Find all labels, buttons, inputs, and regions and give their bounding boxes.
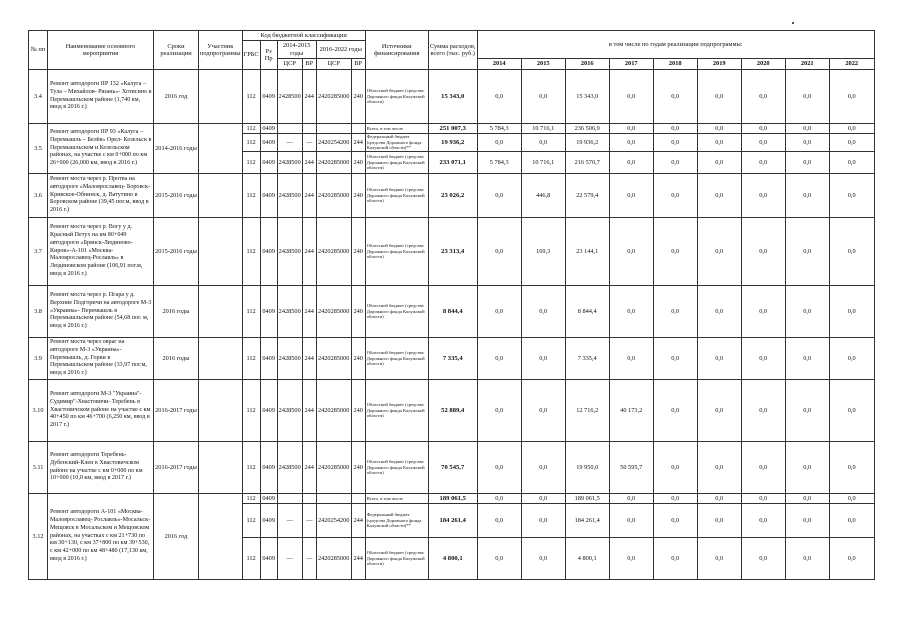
header-participants: Участник подпрограммы bbox=[199, 31, 243, 70]
financing-source: Областной бюджет (средства Дорожного фонда Калужской области) bbox=[365, 338, 428, 380]
header-sources: Источники финансирования bbox=[365, 31, 428, 70]
vr-code-2016-2022: 240 bbox=[351, 442, 365, 494]
event-term: 2014-2016 годы bbox=[154, 124, 199, 174]
csr-code-2014-2015: 2428500 bbox=[277, 70, 302, 124]
grbs-code: 112 bbox=[242, 504, 260, 538]
header-grbs: ГРБС bbox=[242, 41, 260, 70]
vr-code-2016-2022: 240 bbox=[351, 152, 365, 174]
header-year: 2018 bbox=[653, 59, 697, 70]
year-amount: 0,0 bbox=[653, 218, 697, 286]
event-name: Ремонт автодороги М-3 "Украина"-Судимир"-Хвастовичи- Теребень в Хвастовичском районе на участке с км 40+450 по км 46+700 (6,250 км, ввод в 2017 г.) bbox=[48, 380, 154, 442]
year-amount: 0,0 bbox=[477, 504, 521, 538]
year-amount: 0,0 bbox=[477, 338, 521, 380]
year-amount: 0,0 bbox=[653, 538, 697, 580]
year-amount: 0,0 bbox=[477, 174, 521, 218]
row-number: 3.9 bbox=[29, 338, 48, 380]
year-amount: 0,0 bbox=[785, 338, 829, 380]
event-name: Ремонт моста через р. Вогу у д. Красный Петух на км 80+049 автодороги «Брянск-Людиново- Киров»-А-101 «Москва- Малоярославец-Рославль» в Людиновском районе (106,91 пог.м, ввод в 2016 г.) bbox=[48, 218, 154, 286]
row-number: 3.10 bbox=[29, 380, 48, 442]
year-amount: 0,0 bbox=[521, 286, 565, 338]
vr-code-2016-2022: 240 bbox=[351, 380, 365, 442]
vr-code-2016-2022: 244 bbox=[351, 134, 365, 152]
year-amount: 0,0 bbox=[741, 218, 785, 286]
year-amount: 0,0 bbox=[477, 134, 521, 152]
total-amount: 52 889,4 bbox=[428, 380, 477, 442]
year-amount: 0,0 bbox=[653, 380, 697, 442]
year-amount: 0,0 bbox=[829, 70, 874, 124]
event-term: 2016-2017 годы bbox=[154, 442, 199, 494]
header-by-year: в том числе по годам реализации подпрограммы: bbox=[477, 31, 874, 59]
event-term: 2016 год bbox=[154, 494, 199, 580]
financing-source: Областной бюджет (средства Дорожного фонда Калужской области) bbox=[365, 174, 428, 218]
year-amount: 19 936,2 bbox=[565, 134, 609, 152]
year-amount: 0,0 bbox=[477, 442, 521, 494]
year-amount: 0,0 bbox=[697, 124, 741, 134]
financing-source: Областной бюджет (средства Дорожного фонда Калужской области) bbox=[365, 442, 428, 494]
year-amount: 0,0 bbox=[697, 218, 741, 286]
vr-code-2014-2015: 244 bbox=[302, 286, 316, 338]
grbs-code: 112 bbox=[242, 218, 260, 286]
year-amount: 0,0 bbox=[829, 218, 874, 286]
event-name: Ремонт автодороги IIР 132 «Калуга – Тула – Михайлов- Рязань»- Хотисино в Перемышльском районе (1,740 км, ввод в 2016 г.) bbox=[48, 70, 154, 124]
year-amount: 22 579,4 bbox=[565, 174, 609, 218]
total-amount: 19 936,2 bbox=[428, 134, 477, 152]
row-number: 3.7 bbox=[29, 218, 48, 286]
csr-code-2016-2022: 2420285000 bbox=[316, 442, 351, 494]
year-amount: 0,0 bbox=[521, 70, 565, 124]
year-amount: 0,0 bbox=[653, 174, 697, 218]
year-amount: 4 800,1 bbox=[565, 538, 609, 580]
grbs-code: 112 bbox=[242, 152, 260, 174]
year-amount: 0,0 bbox=[785, 494, 829, 504]
year-amount: 0,0 bbox=[609, 134, 653, 152]
event-term: 2015-2016 годы bbox=[154, 218, 199, 286]
grbs-code: 112 bbox=[242, 134, 260, 152]
row-number: 3.4 bbox=[29, 70, 48, 124]
year-amount: 0,0 bbox=[653, 70, 697, 124]
year-amount: 0,0 bbox=[653, 504, 697, 538]
rzpr-code: 0409 bbox=[260, 218, 277, 286]
grbs-code: 112 bbox=[242, 538, 260, 580]
event-participant bbox=[199, 338, 243, 380]
grbs-code: 112 bbox=[242, 494, 260, 504]
total-amount: 184 261,4 bbox=[428, 504, 477, 538]
header-no: № пп bbox=[29, 31, 48, 70]
year-amount: 0,0 bbox=[653, 338, 697, 380]
year-amount: 0,0 bbox=[785, 538, 829, 580]
total-amount: 251 007,3 bbox=[428, 124, 477, 134]
year-amount: 0,0 bbox=[609, 174, 653, 218]
rzpr-code: 0409 bbox=[260, 338, 277, 380]
vr-code-2014-2015: 244 bbox=[302, 218, 316, 286]
vr-code-2016-2022: 240 bbox=[351, 286, 365, 338]
table-row bbox=[29, 338, 875, 380]
table-row bbox=[29, 70, 875, 124]
header-vr-1: ВР bbox=[302, 59, 316, 70]
event-term: 2016 годы bbox=[154, 286, 199, 338]
year-amount: 0,0 bbox=[829, 538, 874, 580]
budget-table-sheet bbox=[28, 30, 875, 580]
year-amount: 0,0 bbox=[741, 338, 785, 380]
year-amount: 0,0 bbox=[521, 338, 565, 380]
year-amount: 0,0 bbox=[741, 380, 785, 442]
year-amount: 0,0 bbox=[477, 286, 521, 338]
year-amount: 0,0 bbox=[697, 134, 741, 152]
table-row bbox=[29, 286, 875, 338]
year-amount: 0,0 bbox=[741, 124, 785, 134]
year-amount: 0,0 bbox=[521, 380, 565, 442]
financing-source: Областной бюджет (средства Дорожного фонда Калужской области) bbox=[365, 286, 428, 338]
year-amount: 0,0 bbox=[785, 124, 829, 134]
header-kbk: Код бюджетной классификации bbox=[242, 31, 365, 41]
total-amount: 7 335,4 bbox=[428, 338, 477, 380]
event-participant bbox=[199, 70, 243, 124]
year-amount: 12 716,2 bbox=[565, 380, 609, 442]
event-name: Ремонт автодороги IIР 93 «Калуга – Перемышль – Белёв» Орел- Козельск в Перемышльском и Козельском районах, на участке с км 0+000 по км 26+000 (26,000 км, ввод в 2016 г.) bbox=[48, 124, 154, 174]
csr-code-2016-2022 bbox=[316, 494, 351, 504]
year-amount: 189 061,5 bbox=[565, 494, 609, 504]
year-amount: 0,0 bbox=[697, 442, 741, 494]
csr-code-2014-2015: — bbox=[277, 504, 302, 538]
total-amount: 233 071,1 bbox=[428, 152, 477, 174]
header-year: 2019 bbox=[697, 59, 741, 70]
subprogram-budget-table bbox=[28, 30, 875, 580]
year-amount: 0,0 bbox=[477, 218, 521, 286]
year-amount: 0,0 bbox=[609, 70, 653, 124]
year-amount: 0,0 bbox=[785, 70, 829, 124]
event-term: 2016-2017 годы bbox=[154, 380, 199, 442]
grbs-code: 112 bbox=[242, 442, 260, 494]
year-amount: 7 335,4 bbox=[565, 338, 609, 380]
year-amount: 0,0 bbox=[785, 218, 829, 286]
year-amount: 169,3 bbox=[521, 218, 565, 286]
csr-code-2014-2015: — bbox=[277, 134, 302, 152]
rzpr-code: 0409 bbox=[260, 70, 277, 124]
financing-source: Областной бюджет (средства Дорожного фонда Калужской области) bbox=[365, 380, 428, 442]
total-amount: 4 800,1 bbox=[428, 538, 477, 580]
year-amount: 0,0 bbox=[741, 70, 785, 124]
year-amount: 0,0 bbox=[521, 442, 565, 494]
csr-code-2014-2015: 2428500 bbox=[277, 174, 302, 218]
event-name: Ремонт моста через р. Пгара у д. Верхние Подгоричи на автодороге М-3 «Украина»- Перемышль в Перемышльском районе (54,68 пог. м, ввод в 2016 г.) bbox=[48, 286, 154, 338]
table-row bbox=[29, 124, 875, 134]
table-row bbox=[29, 174, 875, 218]
year-amount: 0,0 bbox=[477, 380, 521, 442]
csr-code-2016-2022: 2420254200 bbox=[316, 134, 351, 152]
csr-code-2014-2015: 2428500 bbox=[277, 380, 302, 442]
total-amount: 70 545,7 bbox=[428, 442, 477, 494]
vr-code-2016-2022: 244 bbox=[351, 538, 365, 580]
grbs-code: 112 bbox=[242, 286, 260, 338]
rzpr-code: 0409 bbox=[260, 124, 277, 134]
year-amount: 0,0 bbox=[785, 286, 829, 338]
year-amount: 0,0 bbox=[829, 286, 874, 338]
year-amount: 0,0 bbox=[653, 152, 697, 174]
year-amount: 0,0 bbox=[785, 504, 829, 538]
rzpr-code: 0409 bbox=[260, 504, 277, 538]
financing-source: Областной бюджет (средства Дорожного фонда Калужской области) bbox=[365, 70, 428, 124]
csr-code-2016-2022: 2420285000 bbox=[316, 538, 351, 580]
event-participant bbox=[199, 442, 243, 494]
year-amount: 0,0 bbox=[609, 538, 653, 580]
financing-source: Федеральный бюджет (средства Дорожного фонда Калужской области)** bbox=[365, 134, 428, 152]
year-amount: 0,0 bbox=[653, 494, 697, 504]
header-year: 2014 bbox=[477, 59, 521, 70]
year-amount: 0,0 bbox=[609, 494, 653, 504]
csr-code-2016-2022: 2420285000 bbox=[316, 286, 351, 338]
vr-code-2016-2022: 244 bbox=[351, 504, 365, 538]
vr-code-2016-2022: 240 bbox=[351, 70, 365, 124]
year-amount: 0,0 bbox=[829, 380, 874, 442]
table-row bbox=[29, 218, 875, 286]
year-amount: 0,0 bbox=[521, 134, 565, 152]
year-amount: 0,0 bbox=[741, 504, 785, 538]
year-amount: 10 716,1 bbox=[521, 124, 565, 134]
event-term: 2016 годы bbox=[154, 338, 199, 380]
header-year: 2021 bbox=[785, 59, 829, 70]
header-period-2016-2022: 2016-2022 годы bbox=[316, 41, 365, 59]
header-csr-1: ЦСР bbox=[277, 59, 302, 70]
csr-code-2016-2022: 2420285000 bbox=[316, 174, 351, 218]
year-amount: 0,0 bbox=[741, 286, 785, 338]
year-amount: 0,0 bbox=[697, 70, 741, 124]
year-amount: 0,0 bbox=[697, 538, 741, 580]
table-row bbox=[29, 380, 875, 442]
vr-code-2014-2015: 244 bbox=[302, 442, 316, 494]
year-amount: 0,0 bbox=[697, 504, 741, 538]
grbs-code: 112 bbox=[242, 338, 260, 380]
rzpr-code: 0409 bbox=[260, 286, 277, 338]
table-row bbox=[29, 494, 875, 504]
year-amount: 0,0 bbox=[653, 442, 697, 494]
year-amount: 0,0 bbox=[521, 504, 565, 538]
year-amount: 0,0 bbox=[785, 152, 829, 174]
year-amount: 0,0 bbox=[785, 442, 829, 494]
event-term: 2016 год bbox=[154, 70, 199, 124]
year-amount: 0,0 bbox=[477, 70, 521, 124]
grbs-code: 112 bbox=[242, 124, 260, 134]
event-name: Ремонт автодороги Теребень- Дубенский-Клен в Хвастовичском районе на участке с км 0+000 по км 10+000 (10,0 км, ввод в 2017 г.) bbox=[48, 442, 154, 494]
header-total: Сумма расходов, всего (тыс. руб.) bbox=[428, 31, 477, 70]
total-amount: 23 313,4 bbox=[428, 218, 477, 286]
year-amount: 236 506,9 bbox=[565, 124, 609, 134]
table-row bbox=[29, 442, 875, 494]
csr-code-2014-2015 bbox=[277, 494, 302, 504]
csr-code-2016-2022: 2420254200 bbox=[316, 504, 351, 538]
year-amount: 0,0 bbox=[697, 152, 741, 174]
csr-code-2016-2022: 2420285000 bbox=[316, 152, 351, 174]
year-amount: 0,0 bbox=[609, 504, 653, 538]
vr-code-2014-2015 bbox=[302, 494, 316, 504]
year-amount: 0,0 bbox=[521, 538, 565, 580]
vr-code-2016-2022: 240 bbox=[351, 338, 365, 380]
header-year: 2015 bbox=[521, 59, 565, 70]
csr-code-2014-2015: 2428500 bbox=[277, 338, 302, 380]
year-amount: 0,0 bbox=[477, 494, 521, 504]
rzpr-code: 0409 bbox=[260, 380, 277, 442]
vr-code-2014-2015: — bbox=[302, 504, 316, 538]
header-csr-2: ЦСР bbox=[316, 59, 351, 70]
header-year: 2020 bbox=[741, 59, 785, 70]
year-amount: 0,0 bbox=[741, 442, 785, 494]
csr-code-2014-2015: — bbox=[277, 538, 302, 580]
rzpr-code: 0409 bbox=[260, 538, 277, 580]
year-amount: 0,0 bbox=[697, 286, 741, 338]
vr-code-2014-2015: — bbox=[302, 538, 316, 580]
event-participant bbox=[199, 286, 243, 338]
vr-code-2014-2015: 244 bbox=[302, 380, 316, 442]
year-amount: 0,0 bbox=[609, 124, 653, 134]
event-participant bbox=[199, 174, 243, 218]
header-term: Сроки реализации bbox=[154, 31, 199, 70]
rzpr-code: 0409 bbox=[260, 174, 277, 218]
year-amount: 5 784,3 bbox=[477, 152, 521, 174]
grbs-code: 112 bbox=[242, 70, 260, 124]
year-amount: 0,0 bbox=[829, 134, 874, 152]
total-amount: 23 026,2 bbox=[428, 174, 477, 218]
vr-code-2014-2015: 244 bbox=[302, 152, 316, 174]
row-number: 3.6 bbox=[29, 174, 48, 218]
event-name: Ремонт моста через р. Протва на автодороге «Малоярославец- Боровск-Кривское-Обнинск, д. Ватутино в Боровском районе (39,45 пог.м, ввод в 2016 г.) bbox=[48, 174, 154, 218]
row-number: 3.11 bbox=[29, 442, 48, 494]
year-amount: 0,0 bbox=[609, 286, 653, 338]
vr-code-2014-2015: 244 bbox=[302, 338, 316, 380]
year-amount: 0,0 bbox=[741, 134, 785, 152]
csr-code-2016-2022: 2420285000 bbox=[316, 380, 351, 442]
year-amount: 23 144,1 bbox=[565, 218, 609, 286]
year-amount: 0,0 bbox=[741, 494, 785, 504]
year-amount: 0,0 bbox=[829, 152, 874, 174]
financing-source: Всего, в том числе bbox=[365, 494, 428, 504]
event-participant bbox=[199, 380, 243, 442]
year-amount: 446,8 bbox=[521, 174, 565, 218]
vr-code-2014-2015 bbox=[302, 124, 316, 134]
year-amount: 50 595,7 bbox=[609, 442, 653, 494]
year-amount: 0,0 bbox=[609, 152, 653, 174]
year-amount: 0,0 bbox=[785, 380, 829, 442]
vr-code-2014-2015: 244 bbox=[302, 70, 316, 124]
year-amount: 0,0 bbox=[785, 134, 829, 152]
event-term: 2015-2016 годы bbox=[154, 174, 199, 218]
vr-code-2016-2022 bbox=[351, 124, 365, 134]
financing-source: Областной бюджет (средства Дорожного фонда Калужской области) bbox=[365, 218, 428, 286]
event-participant bbox=[199, 218, 243, 286]
rzpr-code: 0409 bbox=[260, 494, 277, 504]
header-year: 2022 bbox=[829, 59, 874, 70]
header-period-2014-2015: 2014-2015 годы bbox=[277, 41, 316, 59]
header-year: 2017 bbox=[609, 59, 653, 70]
vr-code-2014-2015: 244 bbox=[302, 174, 316, 218]
csr-code-2016-2022: 2420285000 bbox=[316, 218, 351, 286]
year-amount: 0,0 bbox=[829, 174, 874, 218]
header-rzpr: Рз Пр bbox=[260, 41, 277, 70]
year-amount: 0,0 bbox=[697, 494, 741, 504]
year-amount: 0,0 bbox=[653, 134, 697, 152]
vr-code-2016-2022 bbox=[351, 494, 365, 504]
year-amount: 10 716,1 bbox=[521, 152, 565, 174]
year-amount: 0,0 bbox=[741, 538, 785, 580]
event-name: Ремонт автодороги А-101 «Москва-Малоярославец- Рославль»-Мосальск-Мещовск в Мосальском и Мещовском районах, на участках с км 21+730 по км 30+130, с км 37+800 по км 39+530, с км 42+000 по км 48+480 (17,130 км, ввод в 2016 г.) bbox=[48, 494, 154, 580]
event-participant bbox=[199, 124, 243, 174]
financing-source: Всего, в том числе bbox=[365, 124, 428, 134]
financing-source: Областной бюджет (средства Дорожного фонда Калужской области) bbox=[365, 538, 428, 580]
vr-code-2016-2022: 240 bbox=[351, 174, 365, 218]
csr-code-2014-2015 bbox=[277, 124, 302, 134]
year-amount: 8 844,4 bbox=[565, 286, 609, 338]
year-amount: 0,0 bbox=[653, 124, 697, 134]
total-amount: 8 844,4 bbox=[428, 286, 477, 338]
year-amount: 0,0 bbox=[741, 152, 785, 174]
year-amount: 184 261,4 bbox=[565, 504, 609, 538]
year-amount: 0,0 bbox=[653, 286, 697, 338]
year-amount: 0,0 bbox=[829, 338, 874, 380]
year-amount: 0,0 bbox=[521, 494, 565, 504]
rzpr-code: 0409 bbox=[260, 134, 277, 152]
total-amount: 189 061,5 bbox=[428, 494, 477, 504]
year-amount: 40 173,2 bbox=[609, 380, 653, 442]
grbs-code: 112 bbox=[242, 174, 260, 218]
header-name: Наименование основного мероприятия bbox=[48, 31, 154, 70]
row-number: 3.12 bbox=[29, 494, 48, 580]
csr-code-2016-2022 bbox=[316, 124, 351, 134]
year-amount: 0,0 bbox=[697, 338, 741, 380]
csr-code-2014-2015: 2428500 bbox=[277, 152, 302, 174]
event-participant bbox=[199, 494, 243, 580]
year-amount: 0,0 bbox=[741, 174, 785, 218]
row-number: 3.5 bbox=[29, 124, 48, 174]
header-year: 2016 bbox=[565, 59, 609, 70]
rzpr-code: 0409 bbox=[260, 442, 277, 494]
year-amount: 15 343,0 bbox=[565, 70, 609, 124]
header-vr-2: ВР bbox=[351, 59, 365, 70]
event-name: Ремонт моста через овраг на автодороге М-3 «Украина»- Перемышль, д. Горки в Перемышльском районе (33,97 пог.м, ввод в 2016 г.) bbox=[48, 338, 154, 380]
year-amount: 0,0 bbox=[697, 174, 741, 218]
year-amount: 0,0 bbox=[697, 380, 741, 442]
csr-code-2014-2015: 2428500 bbox=[277, 218, 302, 286]
year-amount: 0,0 bbox=[785, 174, 829, 218]
year-amount: 0,0 bbox=[609, 218, 653, 286]
year-amount: 0,0 bbox=[829, 124, 874, 134]
year-amount: 0,0 bbox=[829, 504, 874, 538]
csr-code-2016-2022: 2420285000 bbox=[316, 338, 351, 380]
year-amount: 19 950,0 bbox=[565, 442, 609, 494]
csr-code-2014-2015: 2428500 bbox=[277, 286, 302, 338]
year-amount: 216 570,7 bbox=[565, 152, 609, 174]
scan-speck bbox=[792, 22, 794, 24]
vr-code-2016-2022: 240 bbox=[351, 218, 365, 286]
financing-source: Областной бюджет (средства Дорожного фонда Калужской области) bbox=[365, 152, 428, 174]
vr-code-2014-2015: — bbox=[302, 134, 316, 152]
total-amount: 15 343,0 bbox=[428, 70, 477, 124]
year-amount: 0,0 bbox=[609, 338, 653, 380]
csr-code-2016-2022: 2420285000 bbox=[316, 70, 351, 124]
csr-code-2014-2015: 2428500 bbox=[277, 442, 302, 494]
financing-source: Федеральный бюджет (средства Дорожного фонда Калужской области)** bbox=[365, 504, 428, 538]
row-number: 3.8 bbox=[29, 286, 48, 338]
year-amount: 0,0 bbox=[477, 538, 521, 580]
year-amount: 0,0 bbox=[829, 494, 874, 504]
grbs-code: 112 bbox=[242, 380, 260, 442]
year-amount: 0,0 bbox=[829, 442, 874, 494]
year-amount: 5 784,3 bbox=[477, 124, 521, 134]
rzpr-code: 0409 bbox=[260, 152, 277, 174]
